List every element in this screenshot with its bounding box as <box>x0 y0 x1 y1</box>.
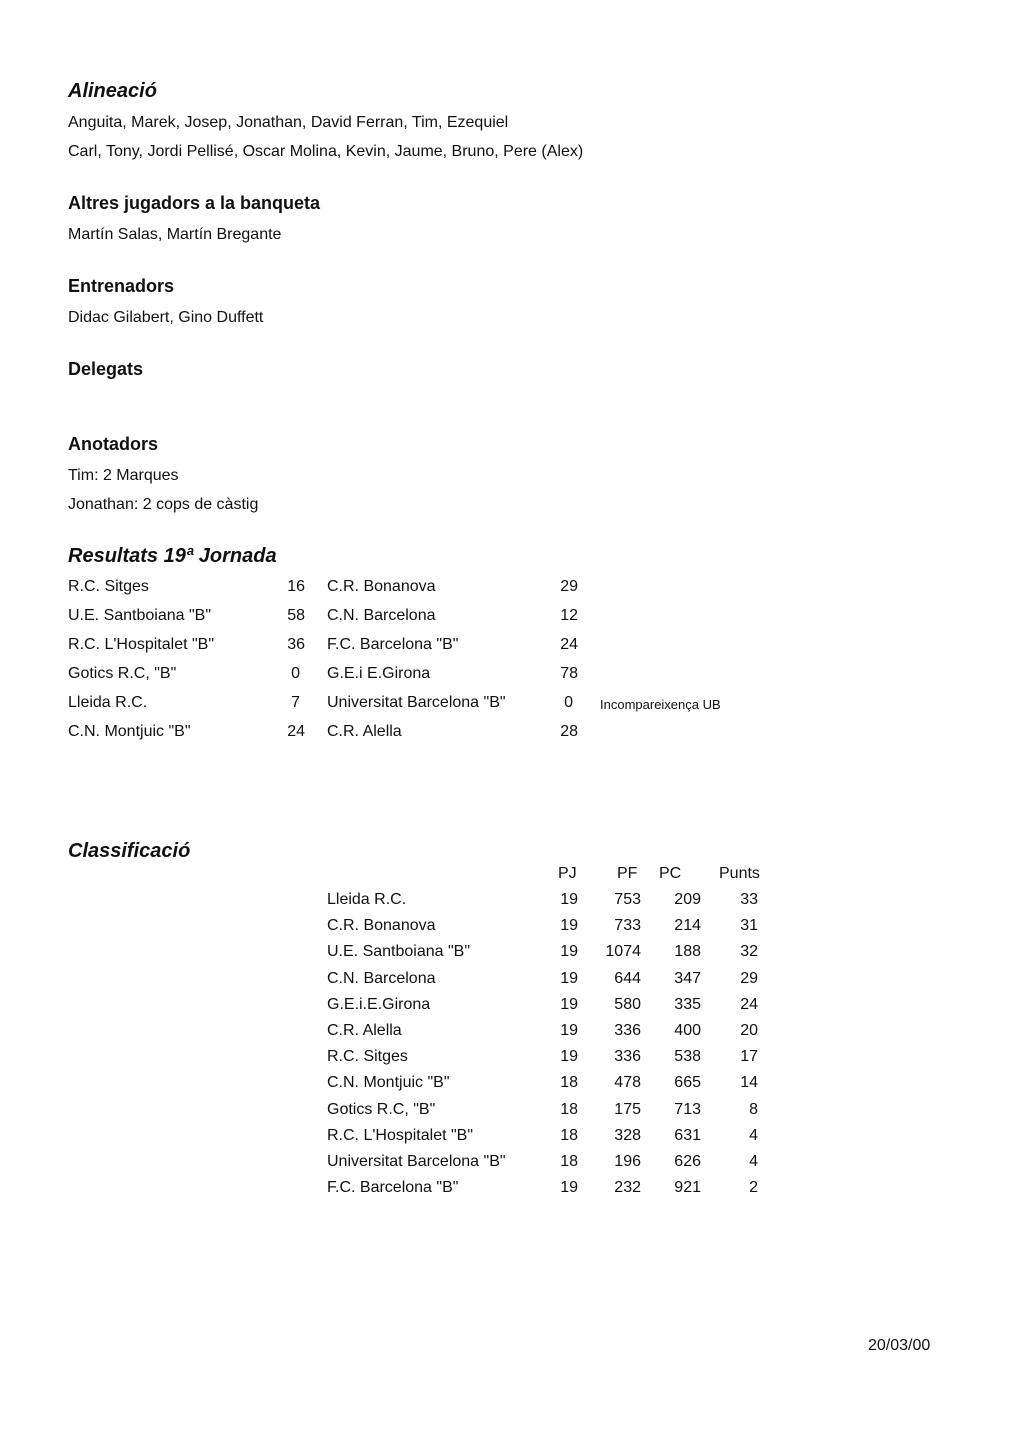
points: 33 <box>740 891 758 908</box>
standings-row <box>0 1179 1024 1205</box>
home-team: R.C. Sitges <box>68 578 149 595</box>
standings-row <box>0 1101 1024 1127</box>
standings-row <box>0 996 1024 1022</box>
points-against: 214 <box>674 917 701 935</box>
away-score: 0 <box>564 694 573 711</box>
column-header-pf: PF <box>617 865 638 882</box>
delegates-heading: Delegats <box>68 359 144 379</box>
points-for: 175 <box>614 1100 641 1118</box>
points: 20 <box>740 1022 758 1039</box>
match-note: Incompareixença UB <box>600 697 721 712</box>
points-against: 713 <box>674 1100 701 1118</box>
home-team: Gotics R.C, "B" <box>68 665 177 682</box>
points: 8 <box>749 1100 758 1118</box>
coaches-heading: Entrenadors <box>68 276 175 296</box>
standings-row <box>0 1074 1024 1100</box>
away-score: 24 <box>560 636 578 653</box>
played: 19 <box>560 1022 578 1039</box>
played: 19 <box>560 969 578 987</box>
standings-row <box>0 891 1024 917</box>
standings-row <box>0 1022 1024 1048</box>
bench-heading: Altres jugadors a la banqueta <box>68 193 321 213</box>
points-against: 347 <box>674 969 701 987</box>
standings-row <box>0 1153 1024 1179</box>
points-against: 921 <box>674 1179 701 1197</box>
team-name: R.C. Sitges <box>327 1048 408 1066</box>
match-row <box>0 723 1024 752</box>
points-against: 538 <box>674 1048 701 1066</box>
played: 18 <box>560 1074 578 1092</box>
points-for: 336 <box>614 1022 641 1039</box>
match-row <box>0 607 1024 636</box>
points-against: 631 <box>674 1126 701 1144</box>
played: 18 <box>560 1126 578 1144</box>
points-for: 644 <box>614 969 641 987</box>
points: 29 <box>740 969 758 987</box>
lineup-heading: Alineació <box>68 80 157 102</box>
points-for: 478 <box>614 1074 641 1092</box>
team-name: F.C. Barcelona "B" <box>327 1179 459 1197</box>
team-name: U.E. Santboiana "B" <box>327 943 470 961</box>
home-score: 24 <box>287 723 305 740</box>
points: 31 <box>740 917 758 935</box>
standings-row <box>0 943 1024 969</box>
points: 4 <box>749 1126 758 1144</box>
home-score: 16 <box>287 578 305 595</box>
points-against: 400 <box>674 1022 701 1039</box>
home-team: U.E. Santboiana "B" <box>68 607 211 624</box>
home-score: 7 <box>291 694 300 711</box>
team-name: Gotics R.C, "B" <box>327 1100 436 1118</box>
played: 19 <box>560 943 578 961</box>
standings-row <box>0 1048 1024 1074</box>
home-score: 0 <box>291 665 300 682</box>
home-score: 58 <box>287 607 305 624</box>
points-for: 753 <box>614 891 641 908</box>
away-team: G.E.i E.Girona <box>327 665 431 682</box>
team-name: Universitat Barcelona "B" <box>327 1153 506 1170</box>
points-for: 328 <box>614 1126 641 1144</box>
points: 24 <box>740 995 758 1013</box>
team-name: C.N. Montjuic "B" <box>327 1074 450 1092</box>
away-score: 12 <box>560 607 578 624</box>
footer-date: 20/03/00 <box>868 1337 931 1354</box>
bench-text: Martín Salas, Martín Bregante <box>68 226 282 243</box>
points-for: 232 <box>614 1179 641 1197</box>
team-name: R.C. L'Hospitalet "B" <box>327 1126 474 1144</box>
scorers-heading: Anotadors <box>68 434 158 454</box>
played: 18 <box>560 1153 578 1170</box>
played: 19 <box>560 1179 578 1197</box>
away-team: F.C. Barcelona "B" <box>327 636 459 653</box>
lineup-line: Anguita, Marek, Josep, Jonathan, David Ferran, Tim, Ezequiel <box>68 114 509 131</box>
team-name: C.R. Bonanova <box>327 917 436 935</box>
played: 19 <box>560 1048 578 1066</box>
home-team: Lleida R.C. <box>68 694 148 711</box>
standings-row <box>0 970 1024 996</box>
points-against: 665 <box>674 1074 701 1092</box>
team-name: C.N. Barcelona <box>327 969 436 987</box>
points: 32 <box>740 943 758 961</box>
scorer-line: Jonathan: 2 cops de càstig <box>68 496 259 513</box>
column-header-punts: Punts <box>719 865 760 882</box>
standings-header-row <box>0 865 1024 891</box>
played: 18 <box>560 1100 578 1118</box>
away-team: Universitat Barcelona "B" <box>327 694 506 711</box>
away-team: C.N. Barcelona <box>327 607 436 624</box>
points: 4 <box>749 1153 758 1170</box>
team-name: G.E.i.E.Girona <box>327 995 431 1013</box>
played: 19 <box>560 917 578 935</box>
points-against: 188 <box>674 943 701 961</box>
away-team: C.R. Alella <box>327 723 402 740</box>
standings-row <box>0 917 1024 943</box>
points-for: 336 <box>614 1048 641 1066</box>
points-for: 733 <box>614 917 641 935</box>
away-score: 29 <box>560 578 578 595</box>
points-against: 626 <box>674 1153 701 1170</box>
home-team: C.N. Montjuic "B" <box>68 723 191 740</box>
column-header-pc: PC <box>659 865 682 882</box>
coaches-text: Didac Gilabert, Gino Duffett <box>68 309 264 326</box>
played: 19 <box>560 891 578 908</box>
home-score: 36 <box>287 636 305 653</box>
team-name: Lleida R.C. <box>327 891 407 908</box>
match-row <box>0 665 1024 694</box>
match-row <box>0 636 1024 665</box>
points: 14 <box>740 1074 758 1092</box>
points: 2 <box>749 1179 758 1197</box>
away-team: C.R. Bonanova <box>327 578 436 595</box>
results-heading: Resultats 19ª Jornada <box>68 545 277 567</box>
standings-row <box>0 1127 1024 1153</box>
points-against: 209 <box>674 891 701 908</box>
points-for: 1074 <box>605 943 641 961</box>
points-for: 580 <box>614 995 641 1013</box>
points: 17 <box>740 1048 758 1066</box>
points-for: 196 <box>614 1153 641 1170</box>
match-row <box>0 694 1024 723</box>
points-against: 335 <box>674 995 701 1013</box>
away-score: 78 <box>560 665 578 682</box>
match-row <box>0 578 1024 607</box>
standings-heading: Classificació <box>68 840 191 862</box>
home-team: R.C. L'Hospitalet "B" <box>68 636 215 653</box>
lineup-line: Carl, Tony, Jordi Pellisé, Oscar Molina, Kevin, Jaume, Bruno, Pere (Alex) <box>68 143 584 160</box>
team-name: C.R. Alella <box>327 1022 402 1039</box>
away-score: 28 <box>560 723 578 740</box>
scorer-line: Tim: 2 Marques <box>68 467 179 484</box>
played: 19 <box>560 995 578 1013</box>
column-header-pj: PJ <box>558 865 577 882</box>
